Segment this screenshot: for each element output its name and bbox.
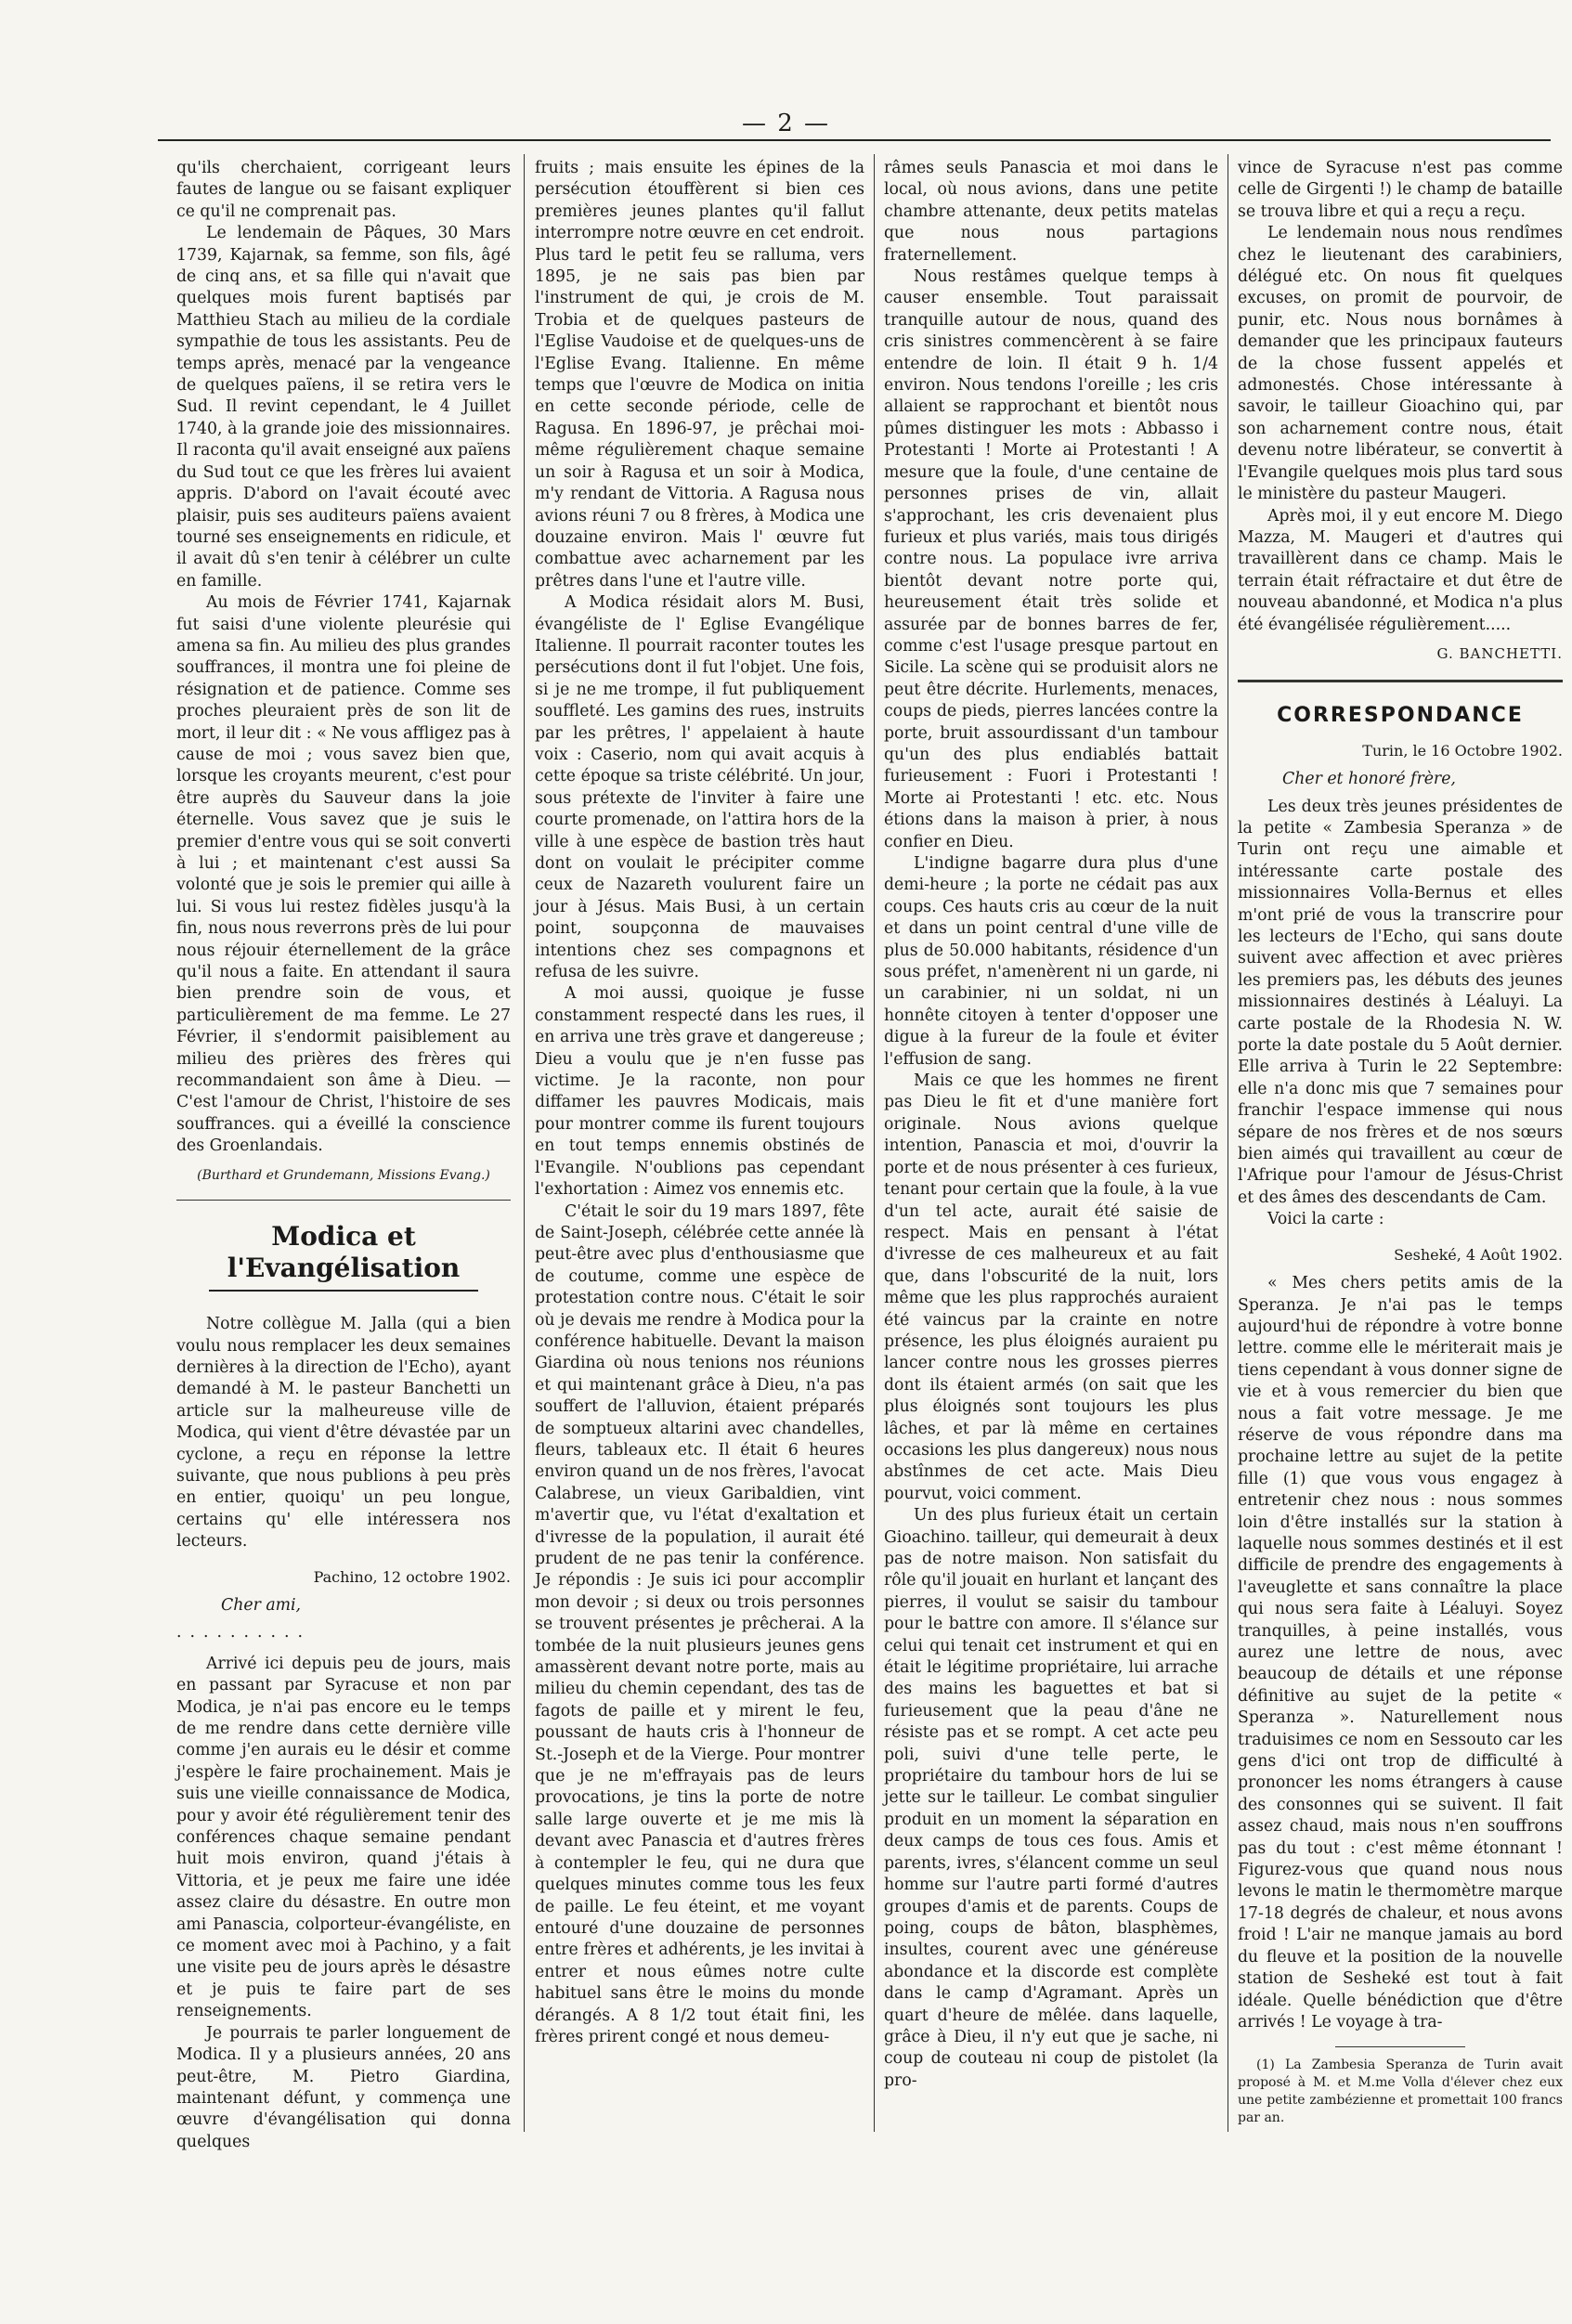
column-4	[1238, 158, 1563, 2126]
paragraph: râmes seuls Panascia et moi dans le local, où nous avions, dans une petite chambre attenante, deux petits matelas que nous nous partagions fraternellement.	[884, 159, 1218, 265]
paragraph: Un des plus furieux était un certain Gioachino. tailleur, qui demeurait à deux pas de notre maison. Non satisfait du rôle qu'il jouait en hurlant et lançant des pierres, il voulut se saisir du tambour pour le battre con amore. Il s'élance sur celui qui tenait cet instrument et qui en était le légitime propriétaire, lui arrache des mains les baguettes et bat si furieusement que la peau d'âne ne résiste pas et se rompt. A cet acte peu poli, suivi d'une telle perte, le propriétaire du tambour hors de lui se jette sur le tailleur. Le combat singulier produit en un moment la séparation en deux camps de tous ces fous. Amis et parents, ivres, s'élancent comme un seul homme sur l'autre parti formé d'autres groupes d'amis et de parents. Coups de poing, coups de bâton, blasphèmes, insultes, courent avec une généreuse abondance et la discorde est complète dans le camp d'Agramant. Après un quart d'heure de mêlée. dans laquelle, grâce à Dieu, il n'y eut que je sache, ni coup de couteau ni coup de pistolet (la pro-	[884, 1506, 1218, 2090]
top-rule	[158, 139, 1551, 141]
paragraph: Au mois de Février 1741, Kajarnak fut saisi d'une violente pleurésie qui amena sa fin. Au milieu des plus grandes souffrances, il montra une foi pleine de résignation et de patience. Comme ses proches pleuraient près de son lit de mort, il leur dit : « Ne vous affligez pas à cause de moi ; vous savez bien que, lorsque les croyants meurent, c'est pour être auprès du Sauveur dans la joie éternelle. Vous savez que je suis le premier d'entre vous qui se soit converti à lui ; et maintenant c'est aussi Sa volonté que je sois le premier qui aille à lui. Si vous lui restez fidèles jusqu'à la fin, nous nous reverrons près de lui pour nous réjouir éternellement de la grâce qu'il nous a faite. En attendant il saura bien prendre soin de vous, et particulièrement de ma femme. Le 27 Février, il s'endormit paisiblement au milieu des prières des frères qui recommandaient son âme à Dieu. — C'est l'amour de Christ, l'histoire de ses souffrances. qui a éveillé la conscience des Groenlandais.	[176, 593, 511, 1156]
paragraph: vince de Syracuse n'est pas comme celle de Girgenti !) le champ de bataille se trouva libre et qui a reçu a reçu.	[1238, 159, 1563, 221]
title-underline	[209, 1290, 478, 1292]
paragraph: Le lendemain nous nous rendîmes chez le lieutenant des carabiniers, délégué etc. On nous fit quelques excuses, on promit de pourvoir, de punir, etc. Nous nous bornâmes à demander que les principaux fauteurs de la chose fussent appelés et admonestés. Chose intéressante à savoir, le tailleur Gioachino qui, par son acharnement contre nous, était devenu notre libérateur, se convertit à l'Evangile quelques mois plus tard sous le ministère du pasteur Maugeri.	[1238, 224, 1563, 504]
paragraph: Après moi, il y eut encore M. Diego Mazza, M. Maugeri et d'autres qui travaillèrent dans ce champ. Mais le terrain était réfractaire et dut être de nouveau abandonné, et Modica n'a plus été évangélisée régulièrement.....	[1238, 506, 1563, 634]
paragraph: Nous restâmes quelque temps à causer ensemble. Tout paraissait tranquille autour de nous, quand des cris sinistres commencèrent à se faire entendre de loin. Il était 9 h. 1/4 environ. Nous tendons l'oreille ; les cris allaient se rapprochant et bientôt nous pûmes distinguer les mots : Abbasso i Protestanti ! Morte ai Protestanti ! A mesure que la foule, d'une centaine de personnes prises de vin, allait s'approchant, les cris devenaient plus furieux et plus variés, mais tous dirigés contre nous. La populace ivre arriva bientôt devant notre porte qui, heureusement était très solide et assurée par de bonnes barres de fer, comme c'est l'usage presque partout en Sicile. La scène qui se produisit alors ne peut être décrite. Hurlements, menaces, coups de pieds, pierres lancées contre la porte, bruit assourdissant d'un tambour qu'un des plus endiablés battait furieusement : Fuori i Protestanti ! Morte ai Protestanti ! etc. etc. Nous étions dans la maison à prier, à nous confier en Dieu.	[884, 267, 1218, 851]
paragraph: « Mes chers petits amis de la Speranza. Je n'ai pas le temps aujourd'hui de répondre à votre bonne lettre. comme elle le mériterait mais je tiens cependant à vous donner signe de vie et à vous remercier du bien que nous a fait votre message. Je me réserve de vous répondre dans ma prochaine lettre au sujet de la petite fille (1) que vous vous engagez à entretenir chez nous : nous sommes loin d'être installés sur la station à laquelle nous sommes destinés et il est difficile de prendre des engagements à l'aveuglette et sans connaître la place qui nous sera faite à Léaluyi. Soyez tranquilles, à peine installés, vous aurez une lettre de nous, avec beaucoup de détails et une réponse définitive au sujet de la petite « Speranza ». Naturellement nous traduisimes ce nom en Sessouto car les gens d'ici ont trop de difficulté à prononcer les noms étrangers à cause des consonnes qui se suivent. Il fait assez chaud, mais nous n'en souffrons pas du tout : c'est même étonnant ! Figurez-vous que quand nous nous levons le matin le thermomètre marque 17-18 degrés de chaleur, et nous avons froid ! L'air ne manque jamais au bord du fleuve et la position de la nouvelle station de Sesheké est tout à fait idéale. Quelle bénédiction que d'être arrivés ! Le voyage à tra-	[1238, 1274, 1563, 2032]
ellipsis-line: ..........	[176, 1623, 311, 1642]
column-1	[176, 158, 511, 2151]
column-divider	[874, 154, 875, 2132]
footnote: (1) La Zambesia Speranza de Turin avait proposé à M. et M.me Volla d'élever chez eux une petite zambézienne et promettait 100 francs par an.	[1238, 2058, 1563, 2126]
paragraph: Voici la carte :	[1267, 1210, 1384, 1229]
letter-salutation: Cher ami,	[221, 1595, 302, 1615]
footnote-rule	[1335, 2046, 1465, 2047]
letter-dateline: Turin, le 16 Octobre 1902.	[1362, 741, 1563, 760]
paragraph: Je pourrais te parler longuement de Modica. Il y a plusieurs années, 20 ans peut-être, M. Pietro Giardina, maintenant défunt, y commença une œuvre d'évangélisation qui donna quelques	[176, 2023, 511, 2151]
paragraph: A Modica résidait alors M. Busi, évangéliste de l' Eglise Evangélique Italienne. Il pourrait raconter toutes les persécutions dont il fut l'objet. Une fois, si je ne me trompe, il fut publiquement souffleté. Les gamins des rues, instruits par les prêtres, l' appelaient à haute voix : Caserio, nom qui avait acquis à cette époque sa triste célébrité. Un jour, sous prétexte de l'inviter à faire une courte promenade, on l'attira hors de la ville à une espèce de bastion très haut dont on voulait le précipiter comme ceux de Nazareth voulurent faire un jour à Jésus. Mais Busi, à un certain point, soupçonna de mauvaises intentions chez ses compagnons et refusa de les suivre.	[535, 593, 864, 982]
paragraph: Le lendemain de Pâques, 30 Mars 1739, Kajarnak, sa femme, son fils, âgé de cinq ans, et sa fille qui n'avait que quelques mois furent baptisés par Matthieu Stach au milieu de la cordiale sympathie de tous les assistants. Peu de temps après, menacé par la vengeance de quelques païens, il se retira vers le Sud. Il revint cependant, le 4 Juillet 1740, à la grande joie des missionnaires. Il raconta qu'il avait enseigné aux païens du Sud tout ce que les frères lui avaient appris. D'abord on l'avait écouté avec plaisir, puis ses auditeurs païens avaient tourné ses enseignements en ridicule, et il avait dû s'en tenir à célébrer un culte en famille.	[176, 224, 511, 591]
column-3	[884, 158, 1218, 2126]
letter-salutation: Cher et honoré frère,	[1282, 770, 1456, 789]
column-divider	[524, 154, 525, 2132]
paragraph: Arrivé ici depuis peu de jours, mais en passant par Syracuse et non par Modica, je n'ai pas encore eu le temps de me rendre dans cette dernière ville comme j'en aurais eu le désir et comme j'espère le faire prochainement. Mais je suis une vieille connaissance de Modica, pour y avoir été régulièrement tenir des conférences chaque semaine pendant huit mois environ, quand j'étais à Vittoria, et je peux me faire une idée assez claire du désastre. En outre mon ami Panascia, colporteur-évangéliste, en ce moment avec moi à Pachino, y a fait une visite peu de jours après le désastre et je puis te faire part de ses renseignements.	[176, 1654, 511, 2021]
article-title: Modica et l'Evangélisation	[227, 1221, 461, 1284]
section-title: CORRESPONDANCE	[1277, 704, 1524, 728]
page-number: — 2 —	[741, 110, 831, 137]
paragraph: fruits ; mais ensuite les épines de la persécution étouffèrent si bien ces premières jeunes plantes qu'il fallut interrompre notre œuvre en cet endroit. Plus tard le petit feu se ralluma, vers 1895, je ne sais pas bien par l'instrument de qui, je crois de M. Trobia et de quelques pasteurs de l'Eglise Vaudoise et de quelques-uns de l'Eglise Evang. Italienne. En même temps que l'œuvre de Modica on initia en cette seconde période, celle de Ragusa. En 1896-97, je prêchai moi-même régulièrement chaque semaine un soir à Ragusa et un soir à Modica, m'y rendant de Vittoria. A Ragusa nous avions réuni 7 ou 8 frères, à Modica une douzaine environ. Mais l' œuvre fut combattue avec acharnement par les prêtres dans l'une et l'autre ville.	[535, 159, 864, 591]
paragraph: Les deux très jeunes présidentes de la petite « Zambesia Speranza » de Turin ont reçu une aimable et intéressante carte postale des missionnaires Volla-Bernus et elles m'ont prié de vous la transcrire pour les lecteurs de l'Echo, qui sans doute suivent avec affection et avec prières les premiers pas, les débuts des jeunes missionnaires destinés à Léaluyi. La carte postale de la Rhodesia N. W. porte la date postale du 5 Août dernier. Elle arriva à Turin le 22 Septembre: elle n'a donc mis que 7 semaines pour franchir l'espace immense qui nous sépare de nos frères et de nos sœurs bien aimés qui travaillent au cœur de l'Afrique pour l'amour de Jésus-Christ et des âmes des descendants de Cam.	[1238, 797, 1563, 1207]
citation: (Burthard et Grundemann, Missions Evang.)	[197, 1167, 490, 1183]
paragraph: qu'ils cherchaient, corrigeant leurs fautes de langue ou se faisant expliquer ce qu'il ne comprenait pas.	[176, 159, 511, 221]
column-2	[535, 158, 864, 2126]
paragraph: C'était le soir du 19 mars 1897, fête de Saint-Joseph, célébrée cette année là peut-être avec plus d'enthousiasme que de coutume, comme une espèce de protestation contre nous. C'était le soir où je devais me rendre à Modica pour la conférence habituelle. Devant la maison Giardina où nous tenions nos réunions et qui maintenant grâce à Dieu, n'a pas souffert de l'alluvion, étaient préparés de somptueux altarini avec chandelles, fleurs, tableaux etc. Il était 6 heures environ quand un de nos frères, l'avocat Calabrese, un vieux Garibaldien, vint m'avertir que, vu l'état d'exaltation et d'ivresse de la population, il aurait été prudent de ne pas tenir la conférence. Je répondis : Je suis ici pour accomplir mon devoir ; si deux ou trois personnes se trouvent présentes je prêcherai. A la tombée de la nuit plusieurs jeunes gens amassèrent devant notre porte, mais au milieu du chemin cependant, des tas de fagots de paille et y mirent le feu, poussant de hauts cris à l'honneur de St.-Joseph et de la Vierge. Pour montrer que je ne m'effrayais pas de leurs provocations, je tins la porte de notre salle large ouverte et je me mis là devant avec Panascia et d'autres frères à contempler le feu, qui ne dura que quelques minutes comme tous les feux de paille. Le feu éteint, et me voyant entouré d'une douzaine de personnes entre frères et adhérents, je les invitai à entrer et nous eûmes notre culte habituel sans être le moins du monde dérangés. A 8 1/2 tout était fini, les frères prirent congé et nous demeu-	[535, 1201, 864, 2046]
paragraph: A moi aussi, quoique je fusse constamment respecté dans les rues, il en arriva une très grave et dangereuse ; Dieu a voulu que je n'en fusse pas victime. Je la raconte, non pour diffamer les pauvres Modicais, mais pour montrer comme ils furent toujours en tout temps ennemis obstinés de l'Evangile. N'oublions pas cependant l'exhortation : Aimez vos ennemis etc.	[535, 984, 864, 1200]
section-rule	[1238, 680, 1563, 682]
paragraph: Notre collègue M. Jalla (qui a bien voulu nous remplacer les deux semaines dernières à la direction de l'Echo), ayant demandé à M. le pasteur Banchetti un article sur la malheureuse ville de Modica, qui vient d'être dévastée par un cyclone, a reçu en réponse la lettre suivante, que nous publions à peu près en entier, quoiqu' un peu longue, certains qu' elle intéressera nos lecteurs.	[176, 1315, 511, 1551]
paragraph: L'indigne bagarre dura plus d'une demi-heure ; la porte ne cédait pas aux coups. Ces hauts cris au cœur de la nuit et dans un point central d'une ville de plus de 50.000 habitants, résidence d'un sous préfet, n'amenèrent ni un garde, ni un carabinier, ni un soldat, ni un honnête citoyen à tenter d'opposer une digue à la fureur de la foule et éviter l'effusion de sang.	[884, 854, 1218, 1069]
signature: G. BANCHETTI.	[1436, 644, 1563, 662]
section-rule	[176, 1200, 511, 1201]
postcard-dateline: Sesheké, 4 Août 1902.	[1394, 1245, 1563, 1264]
letter-dateline: Pachino, 12 octobre 1902.	[313, 1567, 511, 1586]
paragraph: Mais ce que les hommes ne firent pas Dieu le fit et d'une manière fort originale. Nous avions quelque intention, Panascia et moi, d'ouvrir la porte et de nous présenter à ces furieux, tenant pour certain que la foule, à la vue d'un tel acte, aurait été saisie de respect. Mais en pensant à l'état d'ivresse de ces malheureux et au fait que, dans l'obscurité de la nuit, lors même que les plus rapprochés auraient été vaincus par la crainte en notre présence, les plus éloignés auraient pu lancer contre nous les grosses pierres dont ils étaient armés (on sait que les plus éloignés sont toujours les plus lâches, et par là même en certaines occasions les plus dangereux) nous nous abstînmes de cet acte. Mais Dieu pourvut, voici comment.	[884, 1071, 1218, 1503]
